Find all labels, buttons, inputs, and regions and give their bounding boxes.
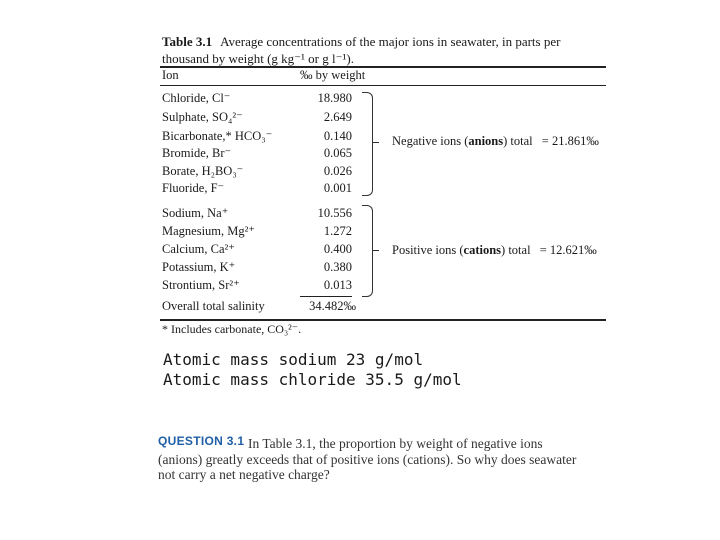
table-row-ion: Strontium, Sr²⁺ (162, 278, 240, 292)
table-row-value: 10.556 (317, 206, 352, 220)
table-row-value: 0.026 (323, 164, 352, 178)
anion-total-value: = 21.861‰ (541, 134, 599, 148)
overall-salinity-label: Overall total salinity (162, 299, 265, 313)
cation-total-rest: ) total (501, 243, 531, 257)
table-row-value: 18.980 (317, 91, 352, 105)
note-chloride-mass: Atomic mass chloride 35.5 g/mol (163, 370, 462, 389)
cation-brace (362, 205, 373, 297)
table-header-rule (160, 85, 606, 86)
table-row-ion: Fluoride, F⁻ (162, 181, 225, 195)
table-row-value: 0.140 (323, 129, 352, 143)
table-row-value: 1.272 (323, 224, 352, 238)
table-row-ion: Bromide, Br⁻ (162, 146, 232, 160)
table-row-ion: Sulphate, SO₄²⁻ (162, 110, 243, 124)
note-sodium-mass: Atomic mass sodium 23 g/mol (163, 350, 424, 369)
table-row-value: 0.013 (323, 278, 352, 292)
table-row-ion: Sodium, Na⁺ (162, 206, 229, 220)
table-row-value: 2.649 (323, 110, 352, 124)
table-row-ion: Potassium, K⁺ (162, 260, 236, 274)
table-footnote: * Includes carbonate, CO₃²⁻. (162, 322, 302, 336)
question-text: In Table 3.1, the proportion by weight of negative ions (anions) greatly exceeds that of positive ions (cations). So why does seawater not carry a net negative charge? (158, 436, 577, 482)
table-row-ion: Borate, H₂BO₃⁻ (162, 164, 244, 178)
cation-total-label: Positive ions ( (392, 243, 464, 257)
table-row-ion: Chloride, Cl⁻ (162, 91, 231, 105)
table-bottom-rule (160, 319, 606, 321)
table-row-ion: Bicarbonate,* HCO₃⁻ (162, 129, 273, 143)
table-row-ion: Magnesium, Mg²⁺ (162, 224, 255, 238)
table-row-ion: Calcium, Ca²⁺ (162, 242, 235, 256)
table-row-value: 0.400 (323, 242, 352, 256)
overall-salinity-value: 34.482‰ (309, 299, 356, 313)
cation-total-bold: cations (463, 243, 502, 257)
table-row-value: 0.065 (323, 146, 352, 160)
column-header-value: ‰ by weight (300, 68, 366, 82)
anion-brace-tip (373, 142, 379, 143)
anion-total-bold: anions (468, 134, 504, 148)
column-header-ion: Ion (162, 68, 179, 82)
table-caption (162, 33, 582, 67)
anion-brace (362, 92, 373, 196)
cation-total (392, 243, 597, 258)
question-label: QUESTION 3.1 (158, 434, 245, 448)
cation-total-value: = 12.621‰ (539, 243, 597, 257)
anion-total (392, 134, 599, 149)
table-row-value: 0.001 (323, 181, 352, 195)
table-label: Table 3.1 (162, 34, 213, 49)
anion-total-label: Negative ions ( (392, 134, 469, 148)
anion-total-rest: ) total (503, 134, 533, 148)
table-caption-text: Average concentrations of the major ions in seawater, in parts per thousand by weight (g kg⁻¹ or g l⁻¹). (162, 34, 561, 66)
table-top-rule (160, 66, 606, 68)
table-row-value: 0.380 (323, 260, 352, 274)
cation-brace-tip (373, 250, 379, 251)
